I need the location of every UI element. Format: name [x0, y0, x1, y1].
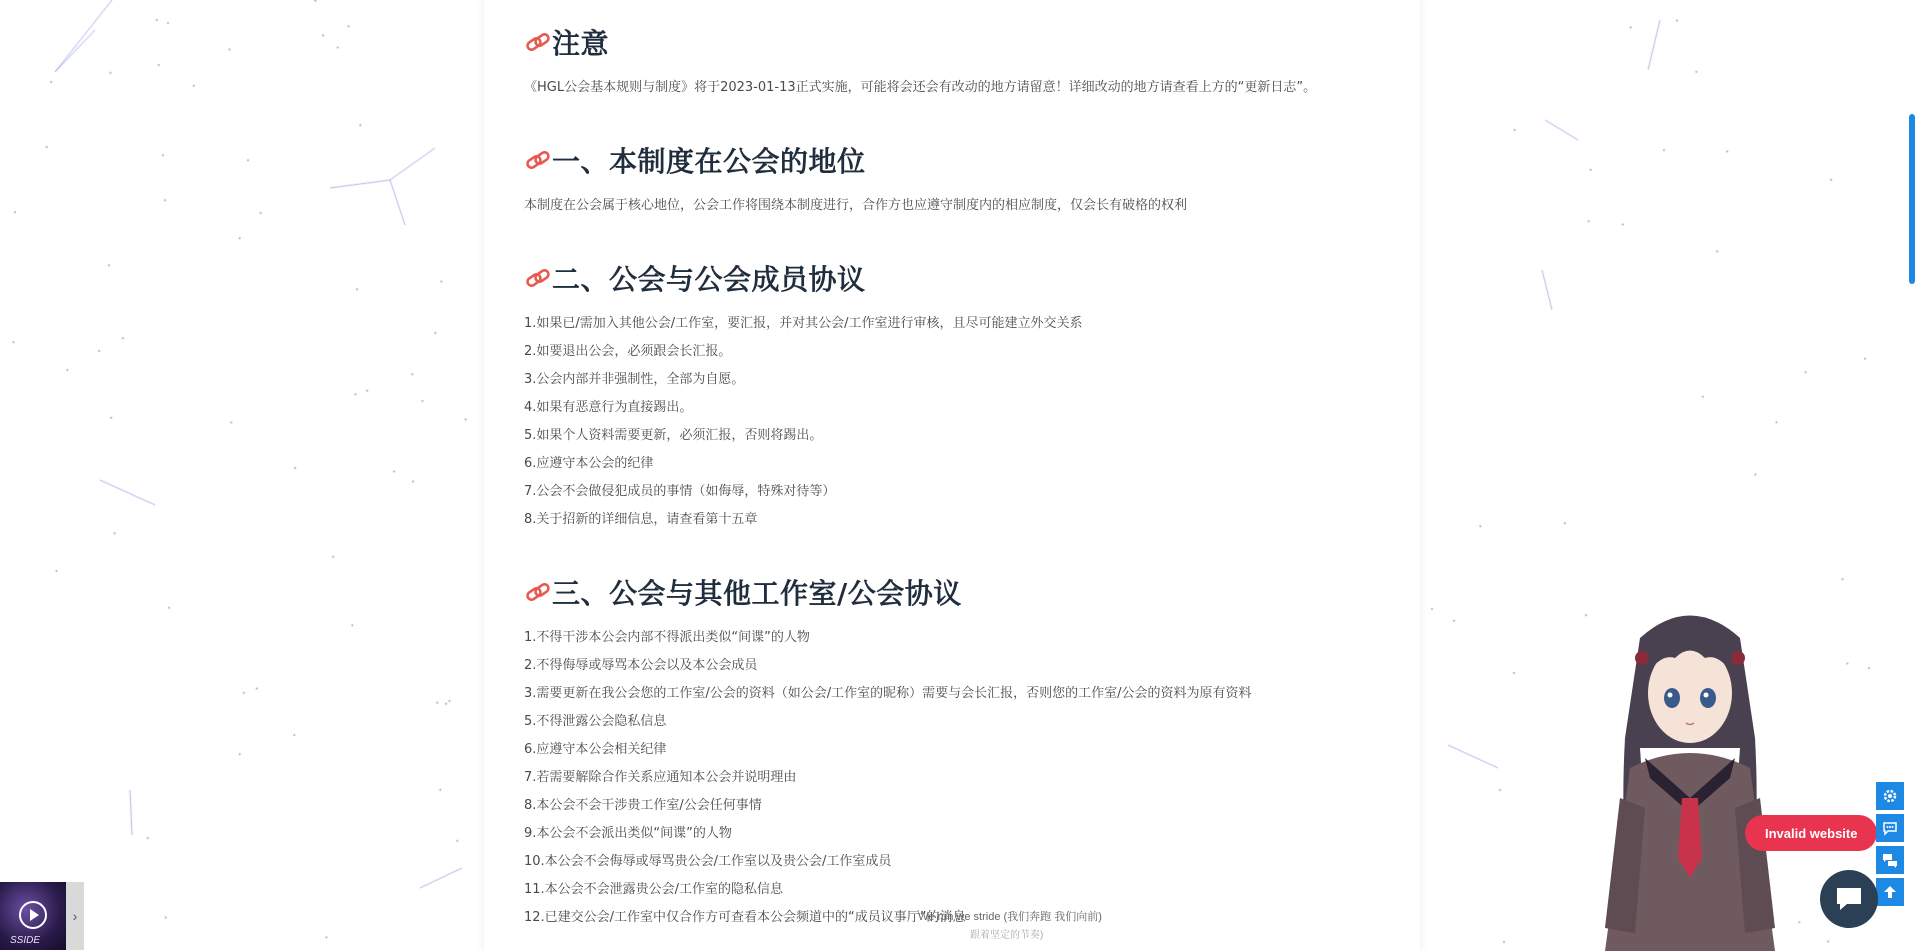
invalid-website-label: Invalid website [1765, 825, 1858, 841]
side-toolbar [1876, 782, 1904, 910]
arrow-up-icon [1882, 884, 1898, 900]
link-icon [524, 264, 552, 292]
list-item: 7.若需要解除合作关系应通知本公会并说明理由 [524, 770, 797, 785]
list-item: 5.不得泄露公会隐私信息 [524, 714, 667, 729]
section-partner-agreement [524, 572, 1252, 932]
list-item: 8.本公会不会干涉贵工作室/公会任何事情 [524, 798, 762, 813]
comment-icon [1882, 820, 1898, 836]
gear-icon [1882, 788, 1898, 804]
music-player [0, 882, 84, 950]
chat-bubble-icon [1835, 886, 1863, 912]
link-icon [524, 578, 552, 606]
partner-rules-list [524, 624, 1252, 932]
chat-button[interactable] [1876, 846, 1904, 874]
back-to-top-button[interactable] [1876, 878, 1904, 906]
section-title [524, 572, 1252, 612]
section-notice [524, 22, 1316, 102]
music-lyrics [850, 908, 1170, 941]
list-item: 1.如果已/需加入其他公会/工作室，要汇报，并对其公会/工作室进行审核，且尽可能建立外交关系 [524, 316, 1083, 331]
scrollbar[interactable] [1908, 0, 1916, 951]
list-item: 6.应遵守本公会的纪律 [524, 456, 654, 471]
list-item: 11.本公会不会泄露贵公会/工作室的隐私信息 [524, 882, 784, 897]
status-paragraph: 本制度在公会属于核心地位，公会工作将围绕本制度进行，合作方也应遵守制度内的相应制度，仅会长有破格的权利 [524, 198, 1188, 213]
article-content [484, 0, 1420, 951]
comment-button[interactable] [1876, 814, 1904, 842]
section-member-agreement [524, 258, 1083, 534]
section-title-text: 一、本制度在公会的地位 [552, 145, 866, 178]
music-cover[interactable] [0, 882, 66, 950]
music-toggle-button[interactable] [66, 882, 84, 950]
list-item: 9.本公会不会派出类似“间谍”的人物 [524, 826, 732, 841]
list-item: 7.公会不会做侵犯成员的事情（如侮辱，特殊对待等） [524, 484, 836, 499]
list-item: 4.如果有恶意行为直接踢出。 [524, 400, 693, 415]
section-title [524, 140, 1187, 180]
link-icon [524, 28, 552, 56]
section-title-text: 注意 [552, 27, 610, 60]
section-title-text: 二、公会与公会成员协议 [552, 263, 866, 296]
section-title [524, 22, 1316, 62]
scrollbar-thumb[interactable] [1909, 114, 1915, 284]
music-title: We run we stride (我们奔跑 我们向前) [918, 911, 1102, 923]
list-item: 3.公会内部并非强制性，全部为自愿。 [524, 372, 745, 387]
chat-bubble-button[interactable] [1820, 870, 1878, 928]
section-status [524, 140, 1187, 220]
list-item: 2.如要退出公会，必须跟会长汇报。 [524, 344, 732, 359]
music-subtitle: 跟着坚定的节奏) [970, 930, 1044, 941]
chat-icon [1882, 852, 1898, 868]
section-title-text: 三、公会与其他工作室/公会协议 [552, 577, 962, 610]
chevron-right-icon: › [72, 908, 78, 924]
member-rules-list [524, 310, 1083, 534]
settings-button[interactable] [1876, 782, 1904, 810]
notice-paragraph: 《HGL公会基本规则与制度》将于2023-01-13正式实施，可能将会还会有改动的地方请留意！详细改动的地方请查看上方的“更新日志”。 [524, 80, 1317, 95]
music-cover-text: SSIDE [10, 935, 41, 946]
play-icon [18, 900, 48, 930]
list-item: 12.已建交公会/工作室中仅合作方可查看本公会频道中的“成员议事厅”的消息 [524, 910, 966, 925]
list-item: 6.应遵守本公会相关纪律 [524, 742, 667, 757]
link-icon [524, 146, 552, 174]
mascot-character[interactable] [1590, 598, 1790, 951]
invalid-website-badge[interactable] [1745, 815, 1877, 851]
section-title [524, 258, 1083, 298]
list-item: 10.本公会不会侮辱或辱骂贵公会/工作室以及贵公会/工作室成员 [524, 854, 892, 869]
list-item: 8.关于招新的详细信息，请查看第十五章 [524, 512, 758, 527]
list-item: 3.需要更新在我公会您的工作室/公会的资料（如公会/工作室的昵称）需要与会长汇报，否则您的工作室/公会的资料为原有资料 [524, 686, 1252, 701]
list-item: 1.不得干涉本公会内部不得派出类似“间谍”的人物 [524, 630, 810, 645]
list-item: 5.如果个人资料需要更新，必须汇报，否则将踢出。 [524, 428, 823, 443]
list-item: 2.不得侮辱或辱骂本公会以及本公会成员 [524, 658, 758, 673]
